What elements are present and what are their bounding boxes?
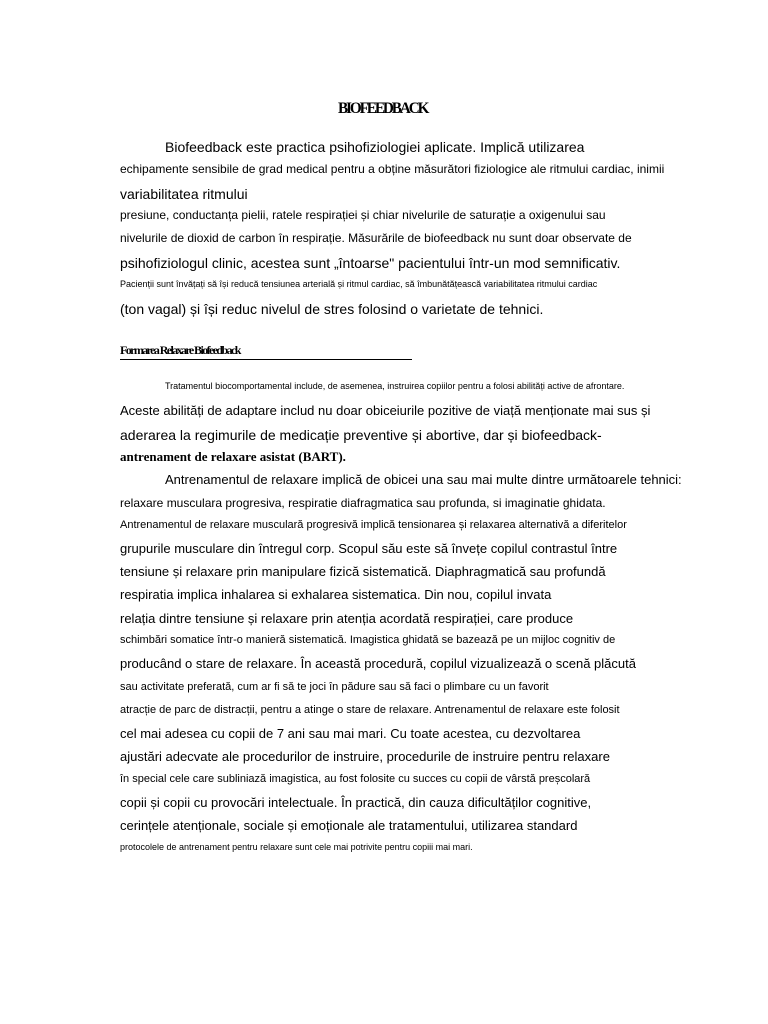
paragraph-line: relația dintre tensiune și relaxare prin atenția acordată respirației, care produce xyxy=(120,611,574,626)
paragraph-line: ajustări adecvate ale procedurilor de instruire, procedurile de instruire pentru relaxare xyxy=(120,749,610,764)
paragraph-line: Biofeedback este practica psihofiziologiei aplicate. Implică utilizarea xyxy=(165,139,585,155)
paragraph-line: copii și copii cu provocări intelectuale. În practică, din cauza dificultăților cognitive, xyxy=(120,795,592,810)
paragraph-line: atracție de parc de distracții, pentru a atinge o stare de relaxare. Antrenamentul de relaxare este folosit xyxy=(120,704,620,716)
paragraph-line: Tratamentul biocomportamental include, de asemenea, instruirea copiilor pentru a folosi abilități active de afrontare. xyxy=(165,381,625,391)
paragraph-line: presiune, conductanța pielii, ratele respirației și chiar nivelurile de saturație a oxigenului sau xyxy=(120,208,606,222)
paragraph-line: producând o stare de relaxare. În această procedură, copilul vizualizează o scenă plăcută xyxy=(120,656,636,671)
section-heading: Formarea Relaxare Biofeedback xyxy=(120,343,412,360)
paragraph-line: tensiune și relaxare prin manipulare fizică sistematică. Diaphragmatică sau profundă xyxy=(120,564,606,579)
paragraph-line: respiratia implica inhalarea si exhalarea sistematica. Din nou, copilul invata xyxy=(120,587,552,602)
document-title: BIOFEEDBACK xyxy=(338,100,428,117)
paragraph-line: relaxare musculara progresiva, respiratie diafragmatica sau profunda, si imaginatie ghidata. xyxy=(120,496,606,510)
paragraph-line: grupurile musculare din întregul corp. Scopul său este să învețe copilul contrastul între xyxy=(120,541,618,556)
paragraph-line: Aceste abilități de adaptare includ nu doar obiceiurile pozitive de viață menționate mai sus și xyxy=(120,403,651,418)
paragraph-line: cel mai adesea cu copii de 7 ani sau mai mari. Cu toate acestea, cu dezvoltarea xyxy=(120,726,581,741)
paragraph-line: schimbări somatice într-o manieră sistematică. Imagistica ghidată se bazează pe un mijloc cognitiv de xyxy=(120,634,616,646)
paragraph-line: (ton vagal) și își reduc nivelul de stres folosind o varietate de tehnici. xyxy=(120,301,544,317)
paragraph-line: echipamente sensibile de grad medical pentru a obține măsurători fiziologice ale ritmului cardiac, inimii xyxy=(120,162,665,176)
paragraph-line: Antrenamentul de relaxare implică de obicei una sau mai multe dintre următoarele tehnici: xyxy=(165,472,682,487)
paragraph-line: antrenament de relaxare asistat (BART). xyxy=(120,449,346,464)
paragraph-line: Antrenamentul de relaxare musculară progresivă implică tensionarea și relaxarea alternativă a diferitelor xyxy=(120,519,627,531)
paragraph-line: psihofiziologul clinic, acestea sunt „întoarse" pacientului într-un mod semnificativ. xyxy=(120,255,621,271)
paragraph-line: variabilitatea ritmului xyxy=(120,186,248,202)
paragraph-line: Pacienții sunt învățați să își reducă tensiunea arterială și ritmul cardiac, să îmbunătățească variabilitatea ritmului cardiac xyxy=(120,279,598,289)
paragraph-line: sau activitate preferată, cum ar fi să te joci în pădure sau să faci o plimbare cu un favorit xyxy=(120,681,549,693)
paragraph-line: aderarea la regimurile de medicație preventive și abortive, dar și biofeedback- xyxy=(120,427,602,443)
paragraph-line: nivelurile de dioxid de carbon în respirație. Măsurările de biofeedback nu sunt doar observate de xyxy=(120,231,632,245)
paragraph-line: în special cele care subliniază imagistica, au fost folosite cu succes cu copii de vârstă preșcolară xyxy=(120,773,591,785)
paragraph-line: protocolele de antrenament pentru relaxare sunt cele mai potrivite pentru copiii mai mari. xyxy=(120,842,473,852)
paragraph-line: cerințele atenționale, sociale și emoționale ale tratamentului, utilizarea standard xyxy=(120,818,578,833)
